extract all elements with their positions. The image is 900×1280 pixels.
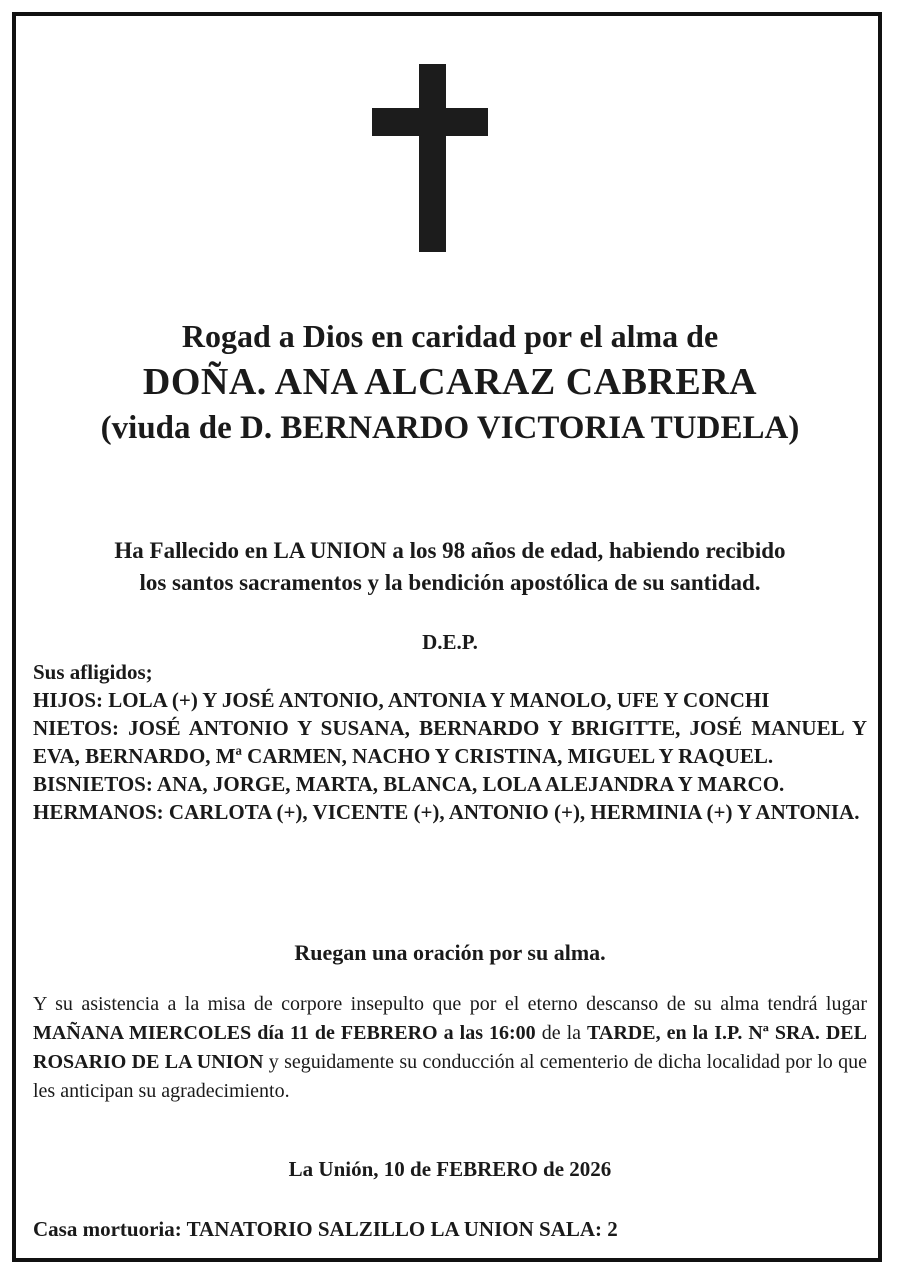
cross-icon [372, 64, 488, 252]
family-hermanos: HERMANOS: CARLOTA (+), VICENTE (+), ANTONIO (+), HERMINIA (+) Y ANTONIA. [33, 800, 860, 824]
mass-bold-1: MAÑANA MIERCOLES día 11 de FEBRERO a las 16:00 [33, 1022, 536, 1044]
announcement-line-1: Ha Fallecido en LA UNION a los 98 años de edad, habiendo recibido [114, 538, 786, 563]
mass-paragraph [33, 990, 867, 1106]
deceased-name: DOÑA. ANA ALCARAZ CABRERA [142, 361, 758, 403]
dep-line: D.E.P. [422, 630, 478, 654]
cross-vertical-bar [419, 64, 446, 252]
mass-bold-2: TARDE, en la I.P. Nª SRA. DEL ROSARIO DE LA UNION [33, 1022, 867, 1073]
family-list [33, 686, 867, 826]
mourners-intro: Sus afligidos; [33, 660, 153, 684]
prayer-line: Ruegan una oración por su alma. [294, 940, 606, 965]
mass-text-1: Y su asistencia a la misa de corpore insepulto que por el eterno descanso de su alma tendrá lugar [33, 993, 867, 1015]
mass-text-3: y seguidamente su conducción al cementerio de dicha localidad por lo que les anticipan su agradecimiento. [33, 1051, 867, 1102]
spouse-line: (viuda de D. BERNARDO VICTORIA TUDELA) [100, 410, 800, 446]
funeral-home-line: Casa mortuoria: TANATORIO SALZILLO LA UNION SALA: 2 [33, 1217, 618, 1241]
intro-line: Rogad a Dios en caridad por el alma de [181, 318, 719, 354]
family-hijos: HIJOS: LOLA (+) Y JOSÉ ANTONIO, ANTONIA Y MANOLO, UFE Y CONCHI [33, 688, 770, 712]
family-bisnietos: BISNIETOS: ANA, JORGE, MARTA, BLANCA, LOLA ALEJANDRA Y MARCO. [33, 772, 785, 796]
cross-horizontal-bar [372, 108, 488, 136]
family-nietos: NIETOS: JOSÉ ANTONIO Y SUSANA, BERNARDO Y BRIGITTE, JOSÉ MANUEL Y EVA, BERNARDO, Mª CARMEN, NACHO Y CRISTINA, MIGUEL Y RAQUEL. [33, 716, 867, 768]
mass-text-2: de la [535, 1022, 588, 1044]
date-line: La Unión, 10 de FEBRERO de 2026 [288, 1157, 612, 1181]
announcement-line-2: los santos sacramentos y la bendición apostólica de su santidad. [139, 570, 761, 595]
